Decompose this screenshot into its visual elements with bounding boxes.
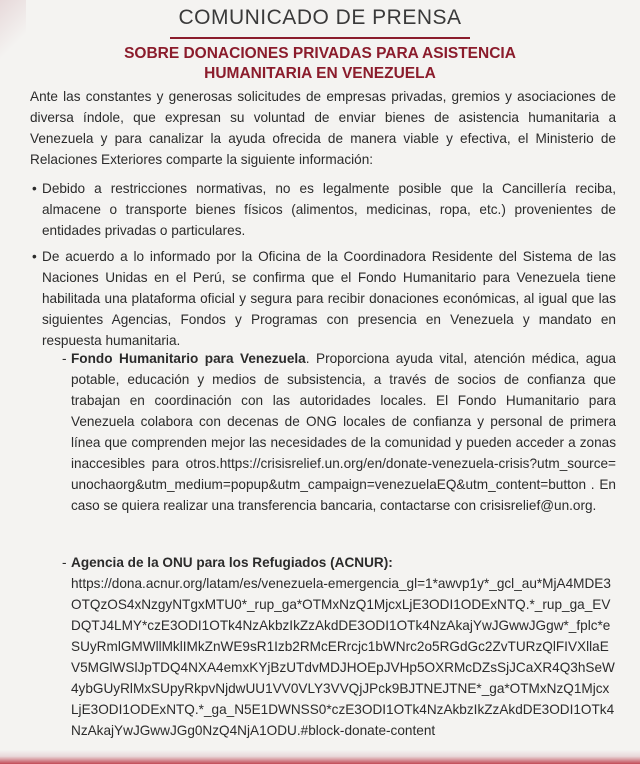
page-title: COMUNICADO DE PRENSA bbox=[178, 6, 462, 29]
bullet-text: De acuerdo a lo informado por la Oficina de la Coordinadora Residente del Sistema de las Naciones Unidas en el Perú, se confirma que el Fondo Humanitario para Venezuela tiene habilitada una plataforma oficial y segura para recibir donaciones económicas, al igual que las siguientes Agencias, Fondos y Programas con presencia en Venezuela y mandato en respuesta humanitaria. bbox=[42, 249, 616, 348]
title-underline bbox=[170, 37, 470, 39]
sub-item-text bbox=[62, 348, 616, 516]
bullet-item bbox=[32, 178, 616, 241]
bullet-text: Debido a restricciones normativas, no es legalmente posible que la Cancillería reciba, almacene o transporte bienes físicos (alimentos, medicinas, ropa, etc.) provenientes de entidades privadas o particulares. bbox=[42, 181, 616, 238]
sub-item-description: . Proporciona ayuda vital, atención médica, agua potable, educación y medios de subsistencia, a través de socios de confianza que trabajan en coordinación con las autoridades locales. El Fondo Humanitario para Venezuela colabora con decenas de ONG locales de confianza y personal de primera línea que comprenden mejor las necesidades de la comunidad y pueden acceder a zonas inaccesibles para otros. bbox=[71, 351, 616, 471]
bullet-marker: • bbox=[32, 181, 37, 196]
decorative-flag-strip bbox=[0, 750, 640, 764]
sub-item-name: Agencia de la ONU para los Refugiados (ACNUR): bbox=[71, 555, 393, 570]
donation-link[interactable]: https://crisisrelief.un.org/en/donate-venezuela-crisis?utm_source=unochaorg&utm_medium=popup&utm_campaign=venezuelaEQ&utm_content=button bbox=[71, 456, 616, 492]
sub-item-marker: - bbox=[62, 555, 67, 570]
bullet-item bbox=[32, 246, 616, 351]
bullet-marker: • bbox=[32, 249, 37, 264]
sub-item-name: Fondo Humanitario para Venezuela bbox=[71, 351, 306, 366]
intro-paragraph: Ante las constantes y generosas solicitudes de empresas privadas, gremios y asociaciones de diversa índole, que expresan su voluntad de enviar bienes de asistencia humanitaria a Venezuela y para canalizar la ayuda ofrecida de manera viable y efectiva, el Ministerio de Relaciones Exteriores comparte la siguiente información: bbox=[30, 89, 616, 167]
sub-item-marker: - bbox=[62, 351, 67, 366]
sub-item-text bbox=[62, 552, 616, 741]
sub-item-fondo-humanitario bbox=[62, 348, 616, 516]
sub-item-note: . En caso se quiera realizar una transferencia bancaria, contactarse con crisisrelief@un.org. bbox=[71, 477, 616, 513]
subtitle-line-1: SOBRE DONACIONES PRIVADAS PARA ASISTENCIA bbox=[124, 45, 516, 62]
page-subtitle bbox=[60, 44, 580, 84]
subtitle-line-2: HUMANITARIA EN VENEZUELA bbox=[204, 65, 436, 82]
donation-link[interactable]: https://dona.acnur.org/latam/es/venezuela-emergencia_gl=1*awvp1y*_gcl_au*MjA4MDE3OTQzOS4xNzgyNTgxMTU0*_rup_ga*OTMxNzQ1MjcxLjE3ODI1ODExNTQ.*_rup_ga_EVDQTJ4LMY*czE3ODI1OTk4NzAkbzIkZzAkdDE3ODI1OTk4NzAkajYwJGwwJGgw*_fplc*eSUyRmlGMWllMklIMkZnWE9sR1Izb2RMcERrcjc1bWNrc2o5RGdGc2ZvTURzQlFIVXllaEV5MGlWSlJpTDQ4NXA4emxKYjBzUTdvMDJHOEpJVHp5OXRMcDZsSjJCaXR4Q3hSeW4ybGUyRlMxSUpyRkpvNjdwUU1VV0VLY3VVQjJPck9BJTNEJTNE*_ga*OTMxNzQ1MjcxLjE3ODI1ODExNTQ.*_ga_N5E1DWNSS0*czE3ODI1OTk4NzAkbzIkZzAkdDE3ODI1OTk4NzAkajYwJGwwJGg0NzQ4NjA1ODU.#block-donate-content bbox=[71, 576, 615, 738]
sub-item-acnur bbox=[62, 552, 616, 741]
